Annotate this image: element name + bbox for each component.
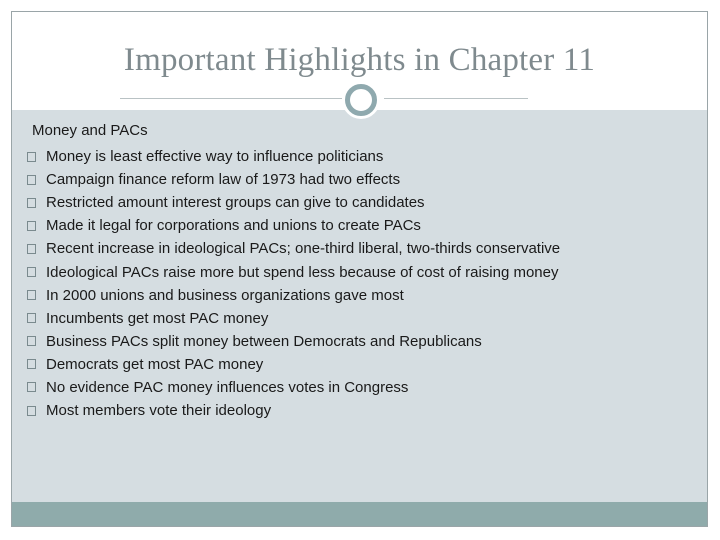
square-bullet-icon xyxy=(27,152,36,162)
bullet-item xyxy=(27,353,560,376)
square-bullet-icon xyxy=(27,290,36,300)
footer-band xyxy=(12,502,707,527)
circle-ornament-icon xyxy=(342,81,380,119)
bullet-item xyxy=(27,214,560,237)
bullet-item xyxy=(27,260,560,283)
content-area xyxy=(12,110,707,502)
square-bullet-icon xyxy=(27,406,36,416)
bullet-list xyxy=(27,145,560,422)
square-bullet-icon xyxy=(27,244,36,254)
bullet-text: Made it legal for corporations and unions to create PACs xyxy=(46,217,421,235)
bullet-text: Business PACs split money between Democrats and Republicans xyxy=(46,332,482,350)
bullet-item xyxy=(27,145,560,168)
title-divider-left xyxy=(120,98,342,99)
bullet-item xyxy=(27,237,560,260)
bullet-text: Ideological PACs raise more but spend less because of cost of raising money xyxy=(46,263,559,281)
bullet-text: In 2000 unions and business organizations gave most xyxy=(46,286,404,304)
bullet-text: Incumbents get most PAC money xyxy=(46,309,269,327)
bullet-item xyxy=(27,330,560,353)
slide xyxy=(11,11,708,527)
ornament-ring xyxy=(345,84,377,116)
bullet-text: Money is least effective way to influence politicians xyxy=(46,148,384,166)
bullet-item xyxy=(27,284,560,307)
bullet-item xyxy=(27,307,560,330)
slide-title: Important Highlights in Chapter 11 xyxy=(123,42,596,78)
bullet-item xyxy=(27,376,560,399)
bullet-text: Recent increase in ideological PACs; one-third liberal, two-thirds conservative xyxy=(46,240,561,258)
bullet-text: No evidence PAC money influences votes in Congress xyxy=(46,378,409,396)
square-bullet-icon xyxy=(27,382,36,392)
bullet-text: Most members vote their ideology xyxy=(46,402,272,420)
bullet-text: Campaign finance reform law of 1973 had two effects xyxy=(46,171,401,189)
square-bullet-icon xyxy=(27,198,36,208)
square-bullet-icon xyxy=(27,267,36,277)
title-divider-right xyxy=(384,98,528,99)
square-bullet-icon xyxy=(27,221,36,231)
bullet-text: Democrats get most PAC money xyxy=(46,355,264,373)
square-bullet-icon xyxy=(27,175,36,185)
bullet-text: Restricted amount interest groups can give to candidates xyxy=(46,194,425,212)
square-bullet-icon xyxy=(27,359,36,369)
bullet-item xyxy=(27,168,560,191)
bullet-item xyxy=(27,191,560,214)
square-bullet-icon xyxy=(27,336,36,346)
section-heading: Money and PACs xyxy=(32,122,148,139)
square-bullet-icon xyxy=(27,313,36,323)
bullet-item xyxy=(27,399,560,422)
